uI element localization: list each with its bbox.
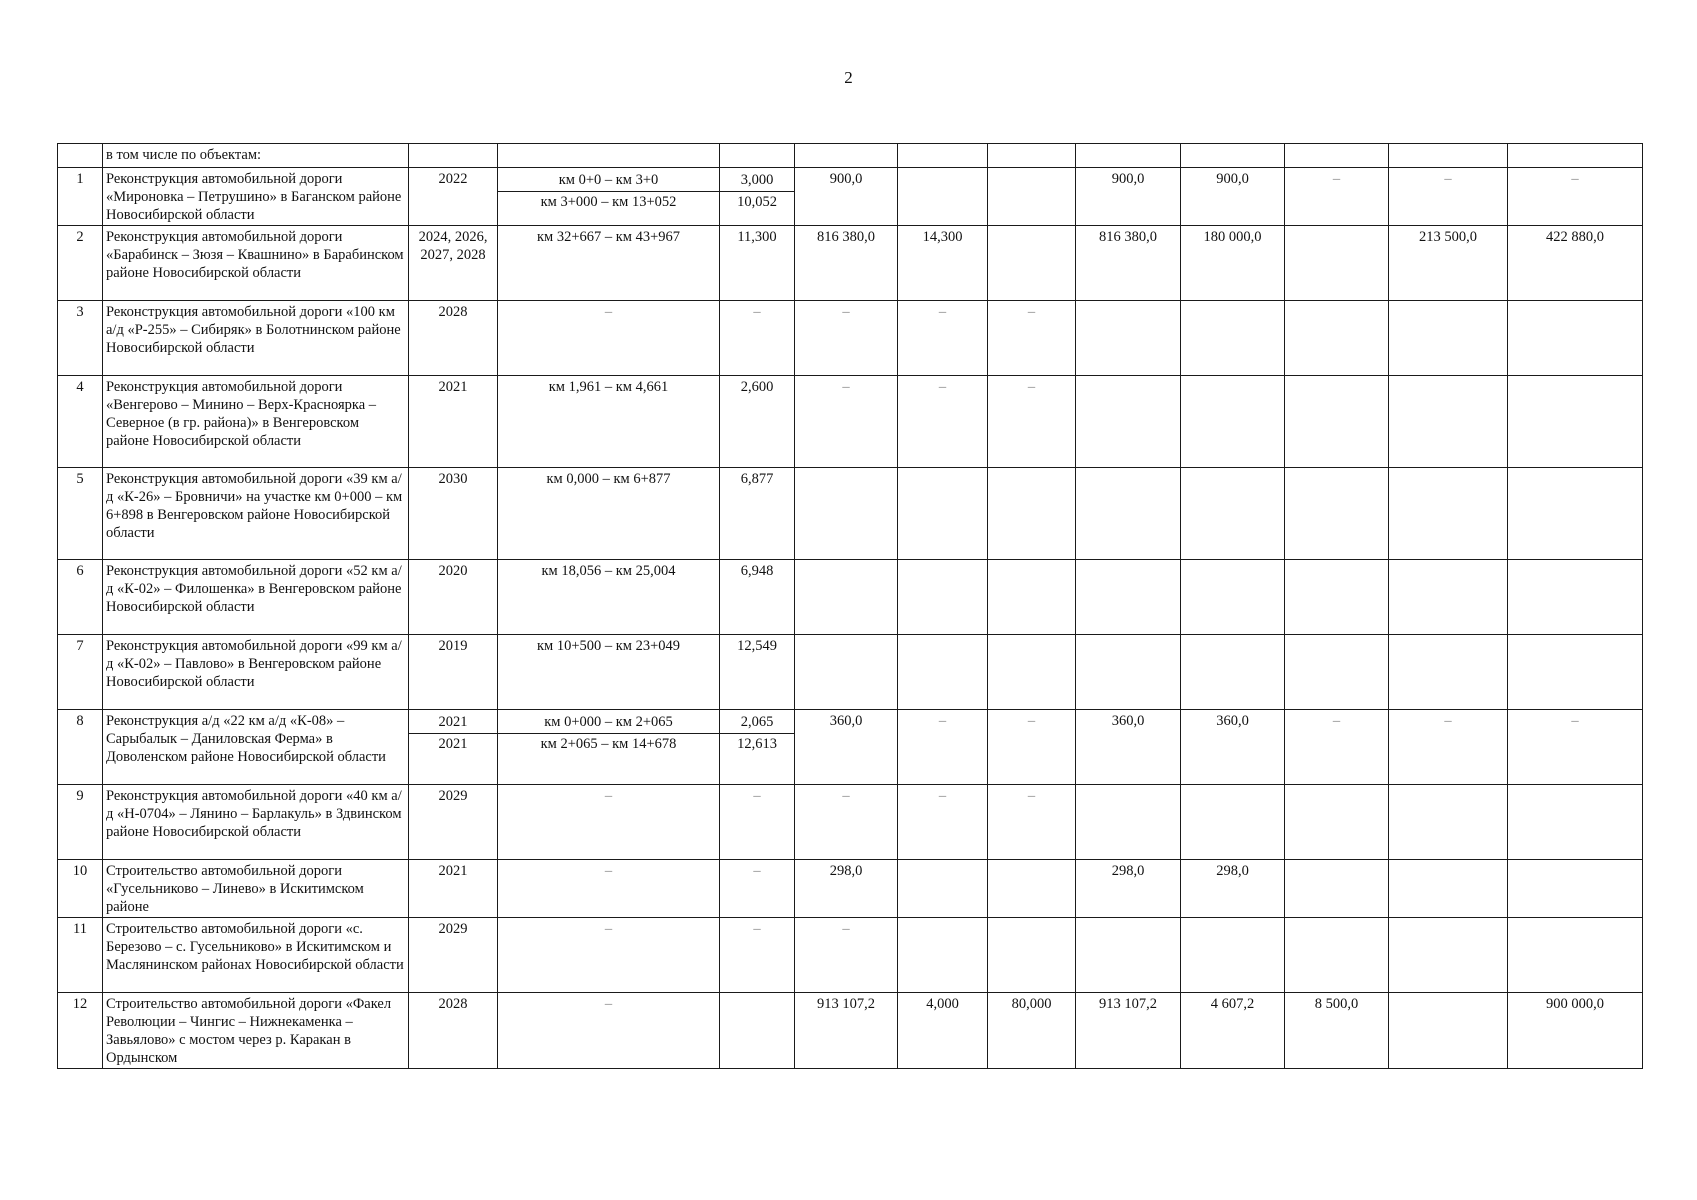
table-row bbox=[58, 860, 1643, 918]
row-number: 2 bbox=[58, 226, 103, 301]
value-cell-c6 bbox=[795, 468, 898, 560]
value-cell-c7 bbox=[898, 168, 988, 226]
object-years: 2029 bbox=[409, 918, 498, 993]
table-row bbox=[58, 226, 1643, 301]
object-years: 2028 bbox=[409, 993, 498, 1069]
section-length: – bbox=[720, 785, 795, 860]
object-name: Строительство автомобильной дороги «Факел Революции – Чингис – Нижнекаменка – Завьялово» с мостом через р. Каракан в Ордынском bbox=[103, 993, 409, 1069]
value-cell-c11 bbox=[1285, 785, 1389, 860]
object-name: Реконструкция автомобильной дороги «99 км а/д «К-02» – Павлово» в Венгеровском районе Новосибирской области bbox=[103, 635, 409, 710]
road-section: км 1,961 – км 4,661 bbox=[498, 376, 720, 468]
table-row bbox=[58, 635, 1643, 710]
row-number: 6 bbox=[58, 560, 103, 635]
object-years: 2019 bbox=[409, 635, 498, 710]
value-cell-c6: – bbox=[795, 918, 898, 993]
object-name: Реконструкция а/д «22 км а/д «К-08» – Сарыбалык – Даниловская Ферма» в Доволенском районе Новосибирской области bbox=[103, 710, 409, 785]
road-section bbox=[498, 710, 720, 785]
table-row bbox=[58, 168, 1643, 226]
value-cell-c8 bbox=[988, 860, 1076, 918]
value-cell-c9: 816 380,0 bbox=[1076, 226, 1181, 301]
section-length bbox=[720, 993, 795, 1069]
row-number: 4 bbox=[58, 376, 103, 468]
road-section-segment: км 3+000 – км 13+052 bbox=[498, 191, 719, 213]
object-name: Реконструкция автомобильной дороги «100 км а/д «Р-255» – Сибиряк» в Болотнинском районе Новосибирской области bbox=[103, 301, 409, 376]
road-section: км 0,000 – км 6+877 bbox=[498, 468, 720, 560]
row-number: 7 bbox=[58, 635, 103, 710]
table-row bbox=[58, 785, 1643, 860]
value-cell-c7: – bbox=[898, 376, 988, 468]
object-years: 2024, 2026, 2027, 2028 bbox=[409, 226, 498, 301]
value-cell-c6: 816 380,0 bbox=[795, 226, 898, 301]
section-length: 2,600 bbox=[720, 376, 795, 468]
value-cell-c7: – bbox=[898, 710, 988, 785]
row-number: 11 bbox=[58, 918, 103, 993]
value-cell-c11 bbox=[1285, 860, 1389, 918]
value-cell-c8: 80,000 bbox=[988, 993, 1076, 1069]
value-cell-c8: – bbox=[988, 376, 1076, 468]
row-number: 9 bbox=[58, 785, 103, 860]
value-cell-c10 bbox=[1181, 918, 1285, 993]
value-cell-c10: 4 607,2 bbox=[1181, 993, 1285, 1069]
object-years: 2030 bbox=[409, 468, 498, 560]
value-cell-c12 bbox=[1389, 376, 1508, 468]
value-cell-c7: – bbox=[898, 301, 988, 376]
value-cell-c6: – bbox=[795, 301, 898, 376]
table-row bbox=[58, 918, 1643, 993]
value-cell-c9 bbox=[1076, 560, 1181, 635]
value-cell-c9 bbox=[1076, 376, 1181, 468]
row-number: 8 bbox=[58, 710, 103, 785]
value-cell-c13 bbox=[1508, 376, 1643, 468]
page-number: 2 bbox=[844, 68, 853, 87]
table-row bbox=[58, 560, 1643, 635]
value-cell-c7: 14,300 bbox=[898, 226, 988, 301]
road-section: – bbox=[498, 785, 720, 860]
value-cell-c10: 180 000,0 bbox=[1181, 226, 1285, 301]
section-length: – bbox=[720, 301, 795, 376]
value-cell-c9 bbox=[1076, 918, 1181, 993]
value-cell-c11: – bbox=[1285, 168, 1389, 226]
objects-table bbox=[57, 143, 1643, 1069]
value-cell-c9 bbox=[1076, 468, 1181, 560]
value-cell-c12: 213 500,0 bbox=[1389, 226, 1508, 301]
road-section bbox=[498, 168, 720, 226]
object-years-segment: 2021 bbox=[438, 714, 468, 730]
object-name: Реконструкция автомобильной дороги «52 км а/д «К-02» – Филошенка» в Венгеровском районе Новосибирской области bbox=[103, 560, 409, 635]
section-length bbox=[720, 710, 795, 785]
object-name: Реконструкция автомобильной дороги «Мироновка – Петрушино» в Баганском районе Новосибирской области bbox=[103, 168, 409, 226]
value-cell-c11: 8 500,0 bbox=[1285, 993, 1389, 1069]
section-length-segment: 12,613 bbox=[720, 733, 794, 755]
row-number: 1 bbox=[58, 168, 103, 226]
object-years: 2021 bbox=[409, 376, 498, 468]
value-cell-c11 bbox=[1285, 301, 1389, 376]
table-row bbox=[58, 710, 1643, 785]
object-years bbox=[409, 710, 498, 785]
value-cell-c9 bbox=[1076, 635, 1181, 710]
value-cell-c6: – bbox=[795, 785, 898, 860]
object-years: 2022 bbox=[409, 168, 498, 226]
object-years-segment: 2021 bbox=[409, 733, 497, 755]
value-cell-c6: – bbox=[795, 376, 898, 468]
value-cell-c12 bbox=[1389, 468, 1508, 560]
road-section: – bbox=[498, 860, 720, 918]
value-cell-c11 bbox=[1285, 918, 1389, 993]
value-cell-c10 bbox=[1181, 785, 1285, 860]
row-number: 12 bbox=[58, 993, 103, 1069]
object-name: Реконструкция автомобильной дороги «39 км а/д «К-26» – Бровничи» на участке км 0+000 – км 6+898 в Венгеровском районе Новосибирской области bbox=[103, 468, 409, 560]
value-cell-c7 bbox=[898, 468, 988, 560]
value-cell-c10 bbox=[1181, 560, 1285, 635]
value-cell-c13: 422 880,0 bbox=[1508, 226, 1643, 301]
value-cell-c13 bbox=[1508, 468, 1643, 560]
value-cell-c10: 298,0 bbox=[1181, 860, 1285, 918]
value-cell-c9: 298,0 bbox=[1076, 860, 1181, 918]
value-cell-c7 bbox=[898, 918, 988, 993]
value-cell-c10 bbox=[1181, 376, 1285, 468]
value-cell-c12 bbox=[1389, 785, 1508, 860]
row-number: 5 bbox=[58, 468, 103, 560]
value-cell-c9: 913 107,2 bbox=[1076, 993, 1181, 1069]
value-cell-c8: – bbox=[988, 301, 1076, 376]
table-subheader: в том числе по объектам: bbox=[103, 144, 409, 168]
road-section-segment: км 0+000 – км 2+065 bbox=[544, 714, 673, 730]
value-cell-c6: 298,0 bbox=[795, 860, 898, 918]
object-name: Реконструкция автомобильной дороги «Венгерово – Минино – Верх-Красноярка – Северное (в гр. района)» в Венгеровском районе Новосибирской области bbox=[103, 376, 409, 468]
value-cell-c11 bbox=[1285, 468, 1389, 560]
section-length: 6,948 bbox=[720, 560, 795, 635]
value-cell-c13 bbox=[1508, 785, 1643, 860]
value-cell-c6: 360,0 bbox=[795, 710, 898, 785]
section-length: – bbox=[720, 918, 795, 993]
value-cell-c12 bbox=[1389, 993, 1508, 1069]
value-cell-c12 bbox=[1389, 301, 1508, 376]
value-cell-c8: – bbox=[988, 710, 1076, 785]
table-row bbox=[58, 468, 1643, 560]
value-cell-c8 bbox=[988, 635, 1076, 710]
road-section: – bbox=[498, 918, 720, 993]
value-cell-c8 bbox=[988, 226, 1076, 301]
table-row bbox=[58, 301, 1643, 376]
value-cell-c8 bbox=[988, 918, 1076, 993]
value-cell-c7 bbox=[898, 635, 988, 710]
value-cell-c11 bbox=[1285, 635, 1389, 710]
value-cell-c7 bbox=[898, 860, 988, 918]
section-length-segment: 2,065 bbox=[740, 714, 774, 730]
object-years: 2020 bbox=[409, 560, 498, 635]
object-years: 2021 bbox=[409, 860, 498, 918]
object-name: Строительство автомобильной дороги «Гусельниково – Линево» в Искитимском районе bbox=[103, 860, 409, 918]
road-section: км 18,056 – км 25,004 bbox=[498, 560, 720, 635]
value-cell-c6: 913 107,2 bbox=[795, 993, 898, 1069]
section-length-segment: 10,052 bbox=[720, 191, 794, 213]
object-name: Реконструкция автомобильной дороги «Барабинск – Зюзя – Квашнино» в Барабинском районе Новосибирской области bbox=[103, 226, 409, 301]
section-length bbox=[720, 168, 795, 226]
table-row bbox=[58, 376, 1643, 468]
value-cell-c6 bbox=[795, 560, 898, 635]
value-cell-c12 bbox=[1389, 635, 1508, 710]
object-name: Строительство автомобильной дороги «с. Березово – с. Гусельниково» в Искитимском и Маслянинском районах Новосибирской области bbox=[103, 918, 409, 993]
value-cell-c13 bbox=[1508, 560, 1643, 635]
road-section: км 10+500 – км 23+049 bbox=[498, 635, 720, 710]
section-length: 6,877 bbox=[720, 468, 795, 560]
value-cell-c9 bbox=[1076, 301, 1181, 376]
value-cell-c11 bbox=[1285, 376, 1389, 468]
value-cell-c13 bbox=[1508, 301, 1643, 376]
value-cell-c12 bbox=[1389, 860, 1508, 918]
object-years: 2028 bbox=[409, 301, 498, 376]
value-cell-c13 bbox=[1508, 860, 1643, 918]
value-cell-c7: – bbox=[898, 785, 988, 860]
road-section-segment: км 0+0 – км 3+0 bbox=[558, 172, 659, 188]
value-cell-c12 bbox=[1389, 560, 1508, 635]
value-cell-c13: 900 000,0 bbox=[1508, 993, 1643, 1069]
road-section-segment: км 2+065 – км 14+678 bbox=[498, 733, 719, 755]
object-years: 2029 bbox=[409, 785, 498, 860]
value-cell-c9: 360,0 bbox=[1076, 710, 1181, 785]
value-cell-c9 bbox=[1076, 785, 1181, 860]
value-cell-c8: – bbox=[988, 785, 1076, 860]
value-cell-c11 bbox=[1285, 560, 1389, 635]
section-length: 12,549 bbox=[720, 635, 795, 710]
value-cell-c10: 360,0 bbox=[1181, 710, 1285, 785]
value-cell-c13: – bbox=[1508, 710, 1643, 785]
value-cell-c7: 4,000 bbox=[898, 993, 988, 1069]
value-cell-c8 bbox=[988, 168, 1076, 226]
value-cell-c12: – bbox=[1389, 710, 1508, 785]
value-cell-c12: – bbox=[1389, 168, 1508, 226]
value-cell-c10 bbox=[1181, 468, 1285, 560]
row-number: 10 bbox=[58, 860, 103, 918]
value-cell-c10 bbox=[1181, 301, 1285, 376]
value-cell-c10: 900,0 bbox=[1181, 168, 1285, 226]
section-length-segment: 3,000 bbox=[740, 172, 774, 188]
value-cell-c6: 900,0 bbox=[795, 168, 898, 226]
road-section: км 32+667 – км 43+967 bbox=[498, 226, 720, 301]
value-cell-c12 bbox=[1389, 918, 1508, 993]
value-cell-c13 bbox=[1508, 635, 1643, 710]
value-cell-c6 bbox=[795, 635, 898, 710]
road-section: – bbox=[498, 301, 720, 376]
table-row bbox=[58, 993, 1643, 1069]
value-cell-c11: – bbox=[1285, 710, 1389, 785]
table-subheader-row bbox=[58, 144, 1643, 168]
value-cell-c9: 900,0 bbox=[1076, 168, 1181, 226]
section-length: – bbox=[720, 860, 795, 918]
row-number: 3 bbox=[58, 301, 103, 376]
road-section: – bbox=[498, 993, 720, 1069]
value-cell-c8 bbox=[988, 468, 1076, 560]
value-cell-c13 bbox=[1508, 918, 1643, 993]
value-cell-c8 bbox=[988, 560, 1076, 635]
value-cell-c10 bbox=[1181, 635, 1285, 710]
section-length: 11,300 bbox=[720, 226, 795, 301]
value-cell-c11 bbox=[1285, 226, 1389, 301]
value-cell-c13: – bbox=[1508, 168, 1643, 226]
object-name: Реконструкция автомобильной дороги «40 км а/д «Н-0704» – Лянино – Барлакуль» в Здвинском районе Новосибирской области bbox=[103, 785, 409, 860]
value-cell-c7 bbox=[898, 560, 988, 635]
